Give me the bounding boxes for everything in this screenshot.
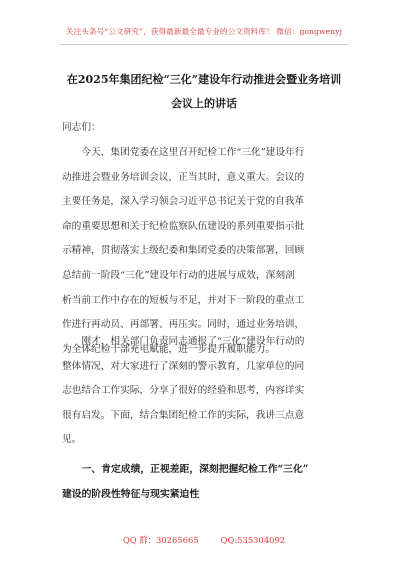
paragraph-1-line: 今天，集团党委在这里召开纪检工作“三化”建设年行 (62, 147, 305, 158)
paragraph-1-line: 总结前一阶段“三化”建设年行动的进展与成效，深刻剖 (62, 269, 295, 281)
greeting: 同志们： (62, 122, 101, 133)
paragraph-2-line: 志也结合工作实际，分享了很好的经验和思考，内容详实 (62, 385, 305, 397)
paragraph-2-line: 见。 (62, 434, 82, 446)
paragraph-1-line: 为全体纪检干部充电赋能，进一步提升履职能力。 (62, 343, 276, 355)
title-line-2: 会议上的讲话 (171, 97, 237, 110)
paragraph-1-line: 作进行再动员、再部署、再压实。同时，通过业务培训， (62, 319, 305, 331)
paragraph-2 (62, 330, 358, 453)
section-heading-line: 一、肯定成绩，正视差距，深刻把握纪检工作“三化” (62, 464, 309, 475)
paragraph-1-line: 析当前工作中存在的短板与不足，并对下一阶段的重点工 (62, 294, 305, 306)
title-line-1: 在2025年集团纪检“三化”建设年行动推进会暨业务培训 (66, 73, 342, 86)
paragraph-2-line: 很有启发。下面，结合集团纪检工作的实际，我讲三点意 (62, 409, 305, 421)
paragraph-1-line: 示精神，贯彻落实上级纪委和集团党委的决策部署，回顾 (62, 245, 305, 257)
paragraph-1-line: 命的重要思想和关于纪检监察队伍建设的系列重要指示批 (62, 220, 305, 232)
paragraph-2-line: 整体情况，对大家进行了深刻的警示教育，几家单位的同 (62, 360, 305, 372)
document-title (56, 68, 352, 116)
section-heading-line: 建设的阶段性特征与现实紧迫性 (62, 489, 200, 500)
footer-contact (0, 534, 408, 546)
footer-qq-number: QQ:535304092 (220, 535, 286, 545)
paragraph-1-line: 主要任务是，深入学习领会习近平总书记关于党的自我革 (62, 196, 305, 208)
section-heading-1 (62, 457, 358, 507)
header-banner: 关注头条号“公文研究”，获得最新最全最专业的公文资料库！ 微信：gongwenyj (65, 27, 343, 36)
paragraph-1-line: 动推进会暨业务培训会议，正当其时，意义重大。会议的 (62, 171, 305, 183)
header-divider (60, 44, 348, 45)
paragraph-2-line: 刚才，相关部门负责同志通报了“三化”建设年行动的 (62, 336, 305, 347)
footer-qq-group: QQ 群：30265665 (122, 535, 199, 545)
